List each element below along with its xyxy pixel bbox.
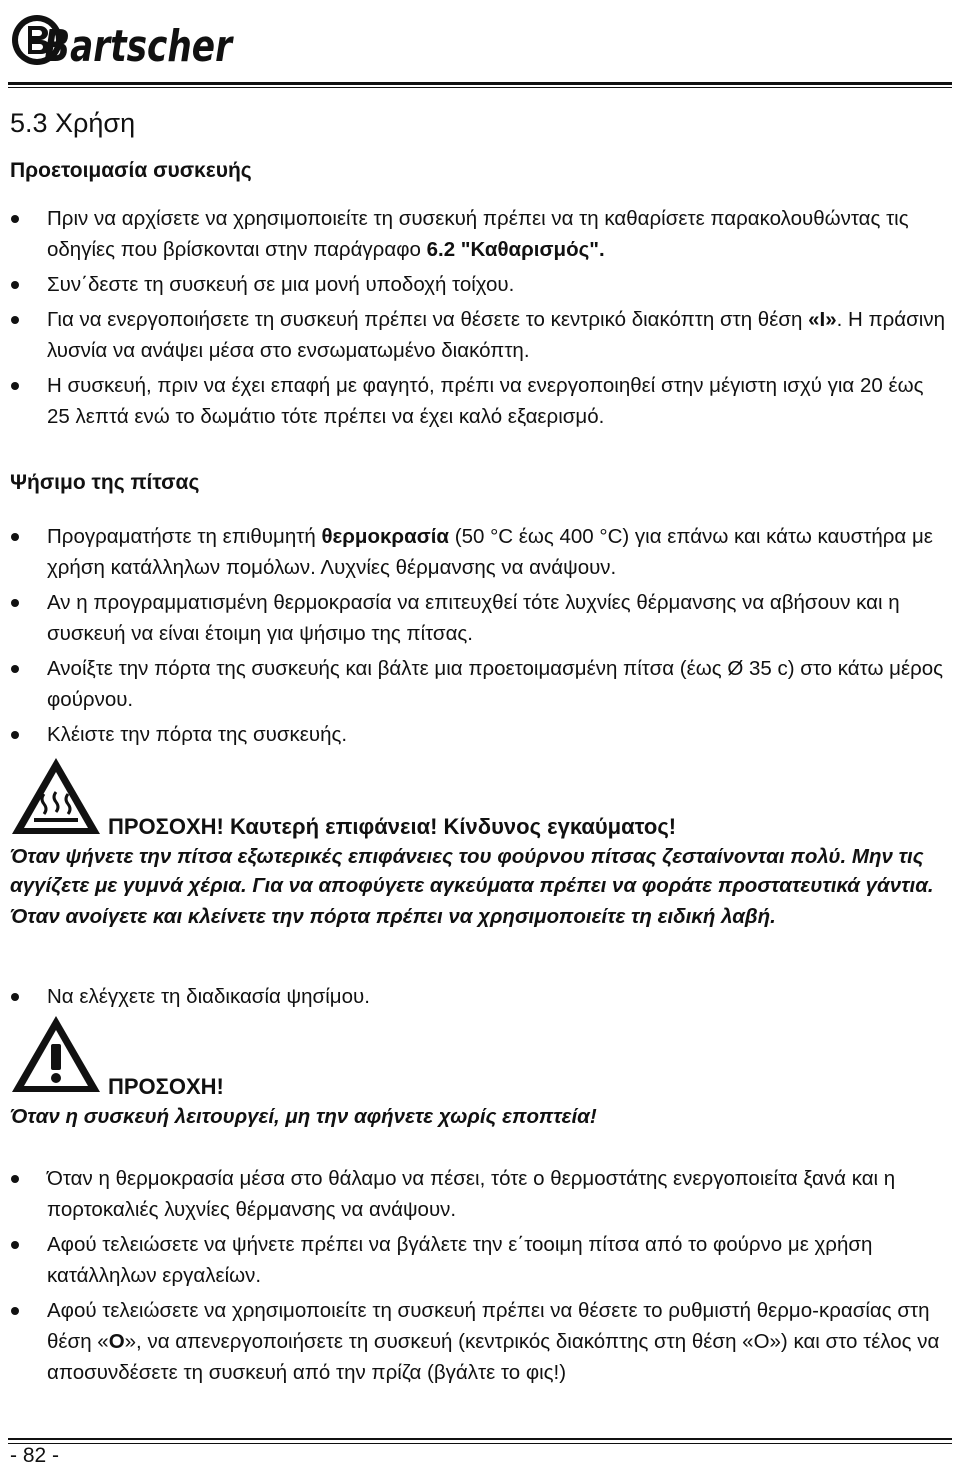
list-item-text: Αν η προγραμματισμένη θερμοκρασία να επιτευχθεί τότε λυχνίες θέρμανσης να αβήσουν και η συσκευή να είναι έτοιμη για ψήσιμο της πίτσας. <box>47 591 900 645</box>
preparation-list <box>0 203 950 436</box>
list-item-text: Αφού τελειώσετε να ψήνετε πρέπει να βγάλετε την ε΄τοοιμη πίτσα από το φούρνο με χρήση κατάλληλων εργαλείων. <box>47 1233 873 1287</box>
list-item <box>0 1229 950 1291</box>
list-item-text: Κλέιστε την πόρτα της συσκευής. <box>47 723 348 746</box>
page-number: - 82 - <box>10 1444 60 1467</box>
list-item-text-end: . Η πράσινη λυσνία να ανάψει μέσα στο ενσωματωμένο διακόπτη. <box>47 308 945 362</box>
list-item-text: Προγραματήστε τη επιθυμητή <box>47 525 322 548</box>
list-item-text: Συν΄δεστε τη συσκευή σε μια μονή υποδοχή τοίχου. <box>47 273 515 296</box>
general-warning-text: Όταν η συσκευή λειτουργεί, μη την αφήνετε χωρίς εποπτεία! <box>10 1105 597 1128</box>
hot-warning-text-2: Όταν ανοίγετε και κλείνετε την πόρτα πρέπει να χρησιμοποιείτε τη ειδική λαβή. <box>10 905 776 928</box>
list-item <box>0 203 950 265</box>
hot-warning-title: ΠΡΟΣΟΧΗ! Καυτερή επιφάνεια! Κίνδυνος εγκαύματος! <box>108 814 677 839</box>
list-item <box>0 981 950 1012</box>
baking-heading: Ψήσιμο της πίτσας <box>10 471 200 494</box>
hot-warning-body <box>10 842 950 933</box>
after-baking-list <box>0 1163 950 1392</box>
list-item-emphasis: θερμοκρασία <box>321 525 450 548</box>
list-item-text: Να ελέγχετε τη διαδικασία ψησίμου. <box>47 985 370 1008</box>
list-item-emphasis: O <box>108 1330 125 1353</box>
list-item-emphasis: «I» <box>808 308 837 331</box>
list-item <box>0 1163 950 1225</box>
list-item-emphasis: 6.2 "Καθαρισμός". <box>426 238 605 261</box>
list-item <box>0 269 950 300</box>
exclamation-warning-icon <box>8 1012 104 1096</box>
monitor-list <box>0 981 950 1016</box>
baking-list <box>0 521 950 754</box>
list-item-text: Αφού τελειώσετε να χρησιμοποιείτε τη συσκευή πρέπει να θέσετε το ρυθμιστή θερμο-κρασίας στη θέση « <box>47 1299 930 1353</box>
bartscher-logo <box>8 4 234 74</box>
hot-surface-warning-icon <box>8 754 104 838</box>
preparation-heading: Προετοιμασία συσκευής <box>10 159 252 182</box>
list-item <box>0 653 950 715</box>
list-item <box>0 587 950 649</box>
general-warning-body <box>10 1102 950 1133</box>
hot-warning-text-1: Όταν ψήνετε την πίτσα εξωτερικές επιφάνειες του φούρνου πίτσας ζεσταίνονται πολύ. Μην τις αγγίζετε με γυμνά χέρια. Για να αποφύγετε αγκεύματα πρέπει να φοράτε προστατευτικά γάντια. <box>10 845 934 897</box>
header-rule <box>8 82 952 85</box>
list-item-text: Ανοίξτε την πόρτα της συσκευής και βάλτε μια προετοιμασμένη πίτσα (έως Ø 35 c) στο κάτω μέρος φούρνου. <box>47 657 944 711</box>
list-item-text: Πριν να αρχίσετε να χρησιμοποιείτε τη συσεκυή πρέπει να τη καθαρίσετε παρακολουθώντας τις οδηγίες που βρίσκονται στην παράγραφο <box>47 207 909 261</box>
section-title: 5.3 Χρήση <box>10 108 136 138</box>
list-item-text: Για να ενεργοποιήσετε τη συσκευή πρέπει να θέσετε το κεντρικό διακόπτη στη θέση <box>47 308 809 331</box>
footer-rule <box>8 1438 952 1440</box>
list-item-text: Η συσκευή, πριν να έχει επαφή με φαγητό, πρέπι να ενεργοποιηθεί στην μέγιστη ισχύ για 20 έως 25 λεπτά ενώ το δωμάτιο τότε πρέπει να έχει καλό εξαερισμό. <box>47 374 924 428</box>
list-item-text: Όταν η θερμοκρασία μέσα στο θάλαμο να πέσει, τότε ο θερμοστάτης ενεργοποιείτα ξανά και η πορτοκαλιές λυχνίες θέρμανσης να ανάψουν. <box>47 1167 896 1221</box>
list-item-text-end: », να απενεργοποιήσετε τη συσκευή (κεντρικός διακόπτης στη θέση «O») και στο τέλος να αποσυνδέσετε τη συσκευή από την πρίζα (βγάλτε το φις!) <box>47 1330 940 1384</box>
list-item <box>0 304 950 366</box>
general-warning-title: ΠΡΟΣΟΧΗ! <box>108 1074 224 1099</box>
list-item <box>0 521 950 583</box>
list-item-text-end: (50 °C έως 400 °C) για επάνω και κάτω καυστήρα με χρήση κατάλληλων πομόλων. Λυχνίες θέρμανσης να ανάψουν. <box>47 525 933 579</box>
footer-rule-thin <box>8 1443 952 1444</box>
logo-wordmark: Bartscher <box>44 21 234 72</box>
list-item <box>0 719 950 750</box>
list-item <box>0 370 950 432</box>
header-rule-thin <box>8 87 952 88</box>
list-item <box>0 1295 950 1388</box>
